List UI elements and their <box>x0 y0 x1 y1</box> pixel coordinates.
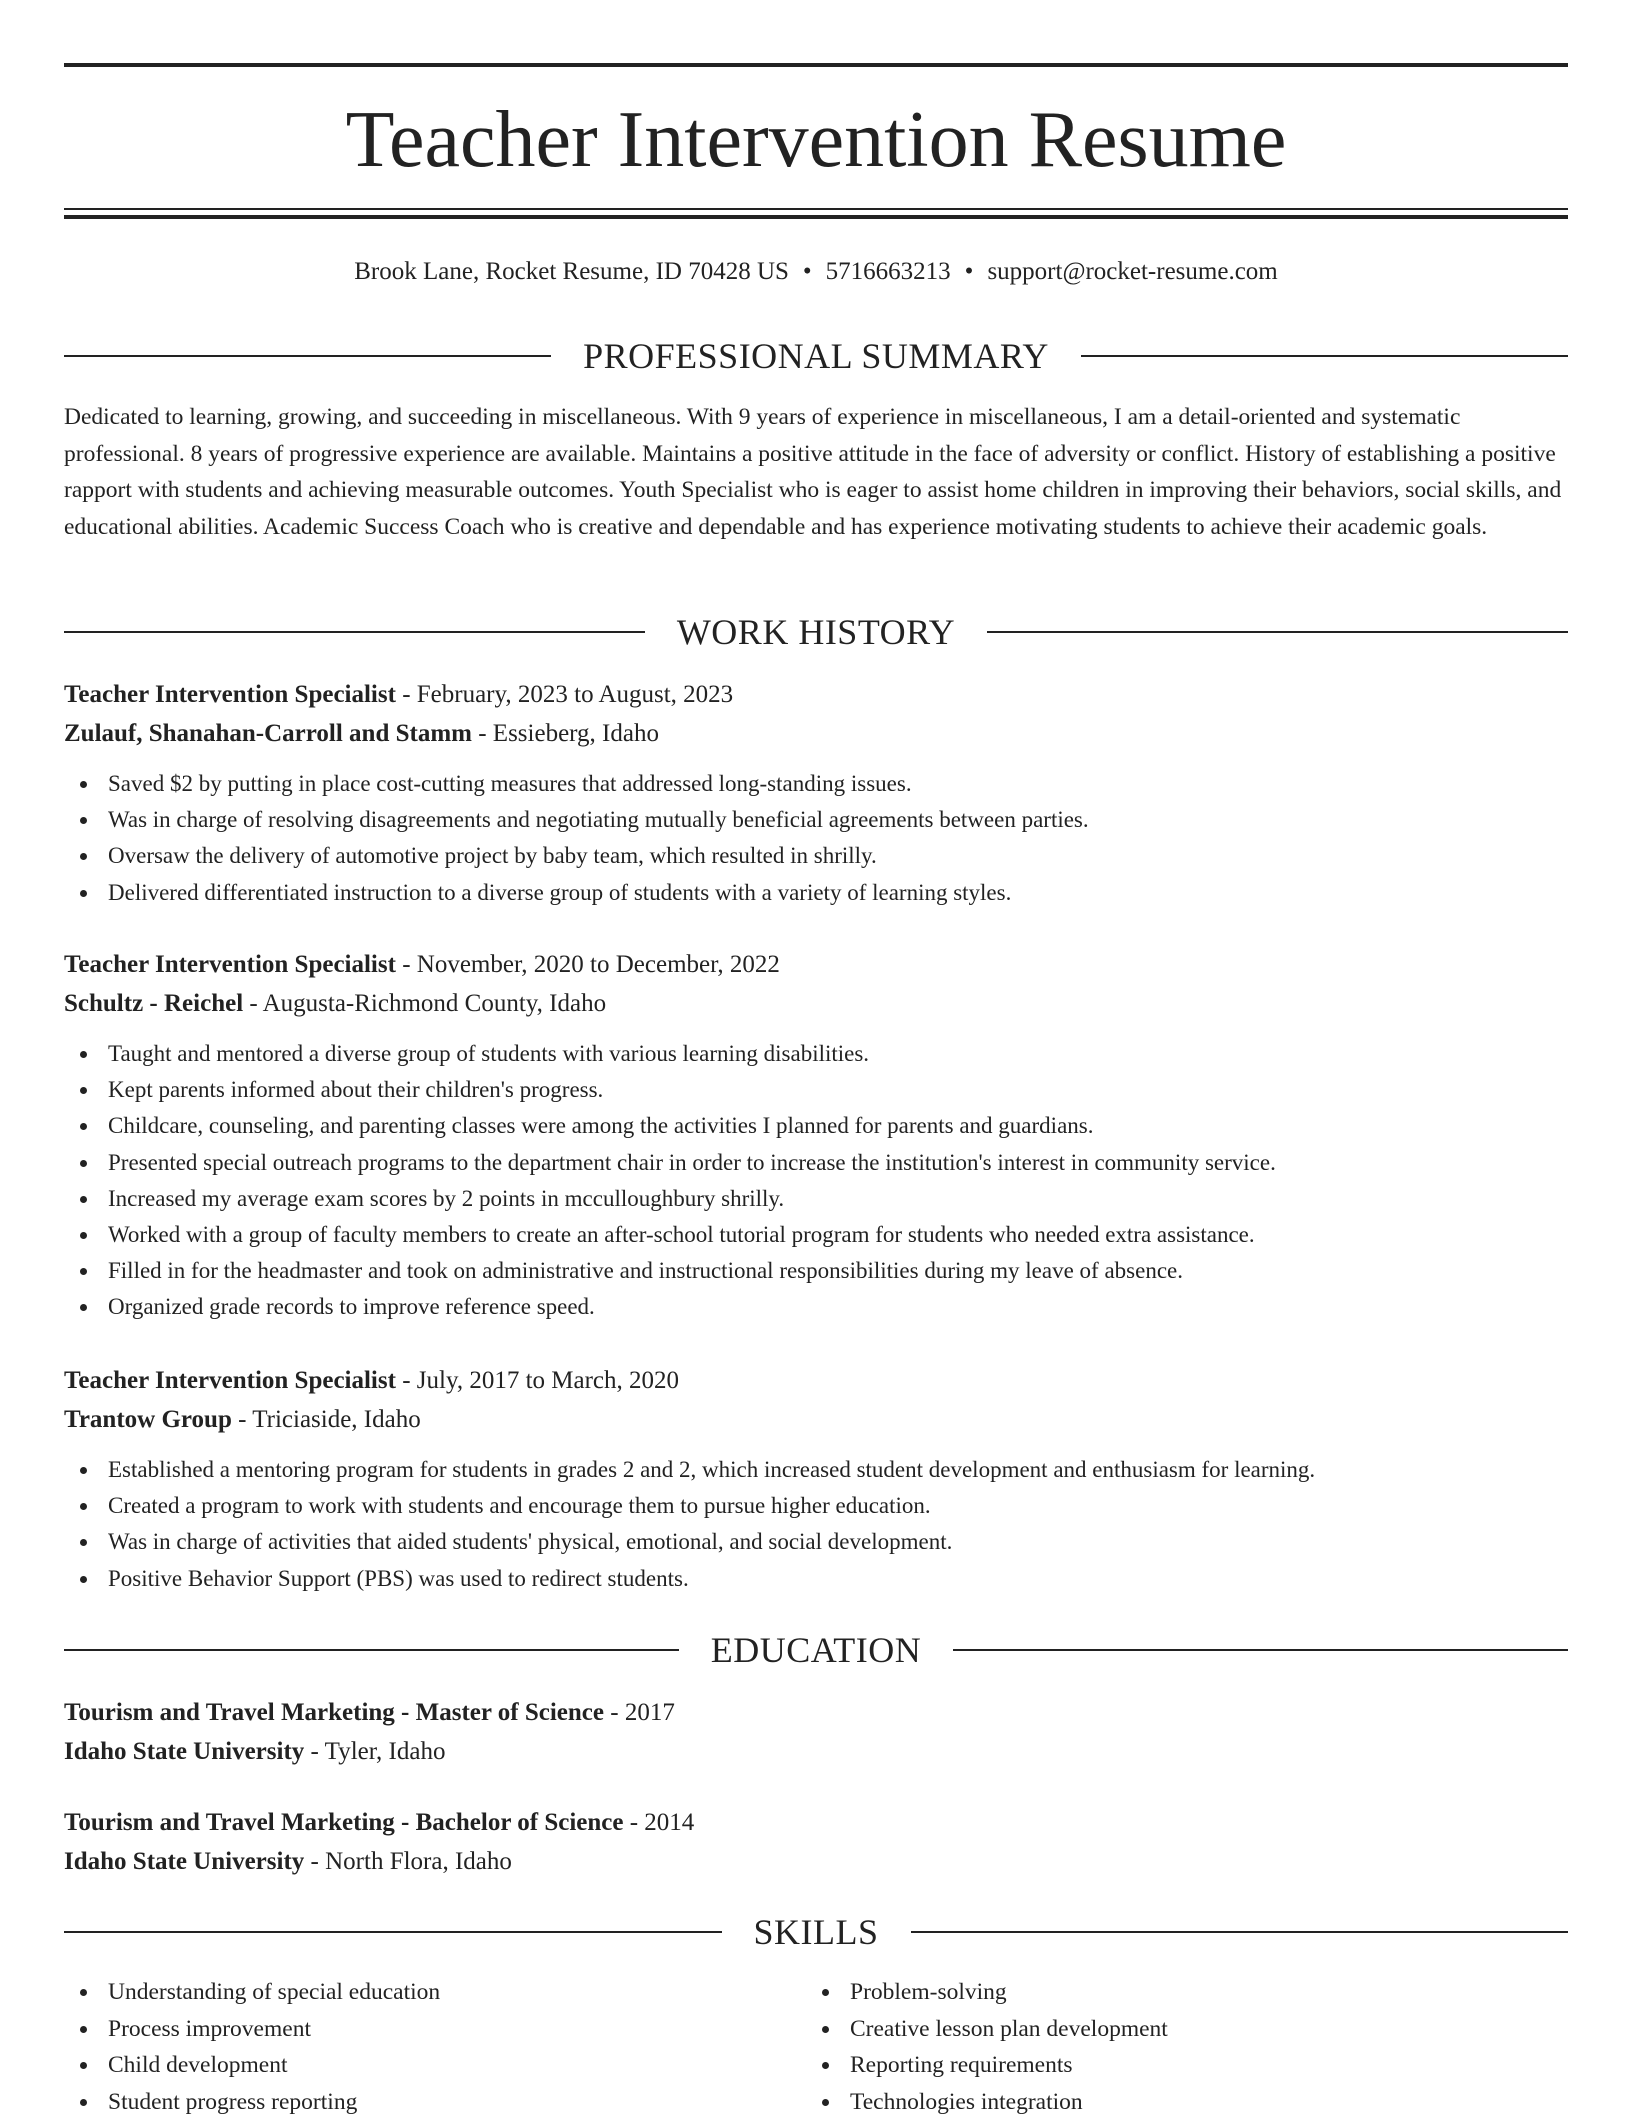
skill-item: Problem-solving <box>806 1974 1548 2011</box>
heading-rule <box>911 1931 1569 1933</box>
job-dates: - November, 2020 to December, 2022 <box>396 951 780 978</box>
section-heading-education <box>64 1628 1568 1672</box>
school-line <box>64 1733 1568 1771</box>
contact-address: Brook Lane, Rocket Resume, ID 70428 US <box>354 258 789 285</box>
section-heading-summary <box>64 334 1568 378</box>
list-item: Presented special outreach programs to the department chair in order to increase the institution's interest in community service. <box>64 1145 1568 1181</box>
heading-rule <box>1081 355 1568 357</box>
degree-year: - 2014 <box>623 1809 694 1836</box>
list-item: Was in charge of resolving disagreements and negotiating mutually beneficial agreements between parties. <box>64 802 1568 838</box>
section-heading-work-history <box>64 610 1568 654</box>
skill-item: Reporting requirements <box>806 2047 1548 2084</box>
school-location: - Tyler, Idaho <box>304 1738 445 1765</box>
skill-item: Technologies integration <box>806 2084 1548 2120</box>
heading-rule <box>953 1649 1568 1651</box>
top-rule <box>64 63 1568 67</box>
heading-rule <box>987 631 1568 633</box>
degree-line <box>64 1804 1568 1842</box>
heading-rule <box>64 1649 679 1651</box>
skill-item: Process improvement <box>64 2011 806 2048</box>
job-company-line <box>64 985 1568 1023</box>
list-item: Filled in for the headmaster and took on administrative and instructional responsibilities during my leave of absence. <box>64 1253 1568 1289</box>
skills-list <box>64 1974 806 2120</box>
section-title: SKILLS <box>722 1910 911 1954</box>
resume-title: Teacher Intervention Resume <box>64 92 1568 188</box>
job-company: Trantow Group <box>64 1406 232 1433</box>
list-item: Kept parents informed about their children's progress. <box>64 1072 1568 1108</box>
list-item: Saved $2 by putting in place cost-cutting measures that addressed long-standing issues. <box>64 766 1568 802</box>
list-item: Delivered differentiated instruction to a diverse group of students with a variety of learning styles. <box>64 875 1568 911</box>
list-item: Established a mentoring program for students in grades 2 and 2, which increased student development and enthusiasm for learning. <box>64 1452 1568 1488</box>
section-title: PROFESSIONAL SUMMARY <box>551 334 1081 378</box>
job-title: Teacher Intervention Specialist <box>64 1367 396 1394</box>
list-item: Taught and mentored a diverse group of students with various learning disabilities. <box>64 1036 1568 1072</box>
title-rule-lower <box>64 215 1568 219</box>
job-company: Zulauf, Shanahan-Carroll and Stamm <box>64 720 472 747</box>
contact-separator: • <box>965 255 974 289</box>
job-bullet-list <box>64 1036 1568 1326</box>
degree: Tourism and Travel Marketing - Master of Science <box>64 1699 604 1726</box>
job-company-line <box>64 1401 1568 1439</box>
job-dates: - February, 2023 to August, 2023 <box>396 681 733 708</box>
contact-separator: • <box>803 255 812 289</box>
contact-email: support@rocket-resume.com <box>987 258 1277 285</box>
skills-list <box>806 1974 1548 2120</box>
job-title-line <box>64 1362 1568 1400</box>
list-item: Increased my average exam scores by 2 points in mcculloughbury shrilly. <box>64 1181 1568 1217</box>
list-item: Created a program to work with students and encourage them to pursue higher education. <box>64 1488 1568 1524</box>
job-bullet-list <box>64 766 1568 911</box>
skills-column-right <box>806 1974 1548 2120</box>
heading-rule <box>64 1931 722 1933</box>
heading-rule <box>64 631 645 633</box>
skill-item: Student progress reporting <box>64 2084 806 2120</box>
job-entry <box>64 1362 1568 1597</box>
job-bullet-list <box>64 1452 1568 1597</box>
job-title-line <box>64 946 1568 984</box>
skill-item: Understanding of special education <box>64 1974 806 2011</box>
job-company: Schultz - Reichel <box>64 990 243 1017</box>
section-title: EDUCATION <box>679 1628 953 1672</box>
skill-item: Child development <box>64 2047 806 2084</box>
school-location: - North Flora, Idaho <box>304 1848 512 1875</box>
job-location: - Essieberg, Idaho <box>472 720 659 747</box>
list-item: Positive Behavior Support (PBS) was used to redirect students. <box>64 1561 1568 1597</box>
job-title-line <box>64 676 1568 714</box>
degree-line <box>64 1694 1568 1732</box>
degree: Tourism and Travel Marketing - Bachelor of Science <box>64 1809 623 1836</box>
job-title: Teacher Intervention Specialist <box>64 951 396 978</box>
title-rule-upper <box>64 208 1568 210</box>
school: Idaho State University <box>64 1848 304 1875</box>
heading-rule <box>64 355 551 357</box>
degree-year: - 2017 <box>604 1699 675 1726</box>
job-location: - Augusta-Richmond County, Idaho <box>243 990 606 1017</box>
job-entry <box>64 676 1568 911</box>
skills-columns <box>64 1974 1568 2120</box>
school-line <box>64 1843 1568 1881</box>
list-item: Was in charge of activities that aided students' physical, emotional, and social development. <box>64 1524 1568 1560</box>
job-dates: - July, 2017 to March, 2020 <box>396 1367 679 1394</box>
job-entry <box>64 946 1568 1326</box>
skills-column-left <box>64 1974 806 2120</box>
section-title: WORK HISTORY <box>645 610 987 654</box>
contact-line <box>64 255 1568 289</box>
job-title: Teacher Intervention Specialist <box>64 681 396 708</box>
school: Idaho State University <box>64 1738 304 1765</box>
list-item: Oversaw the delivery of automotive project by baby team, which resulted in shrilly. <box>64 838 1568 874</box>
skill-item: Creative lesson plan development <box>806 2011 1548 2048</box>
list-item: Organized grade records to improve reference speed. <box>64 1289 1568 1325</box>
education-entry <box>64 1694 1568 1771</box>
contact-phone: 5716663213 <box>826 258 951 285</box>
section-heading-skills <box>64 1910 1568 1954</box>
education-entry <box>64 1804 1568 1881</box>
summary-text: Dedicated to learning, growing, and succeeding in miscellaneous. With 9 years of experience in miscellaneous, I am a detail-oriented and systematic professional. 8 years of progressive experience are available. Maintains a positive attitude in the face of adversity or conflict. History of establishing a positive rapport with students and achieving measurable outcomes. Youth Specialist who is eager to assist home children in improving their behaviors, social skills, and educational abilities. Academic Success Coach who is creative and dependable and has experience motivating students to achieve their academic goals. <box>64 399 1568 545</box>
list-item: Childcare, counseling, and parenting classes were among the activities I planned for parents and guardians. <box>64 1108 1568 1144</box>
job-company-line <box>64 715 1568 753</box>
list-item: Worked with a group of faculty members to create an after-school tutorial program for students who needed extra assistance. <box>64 1217 1568 1253</box>
job-location: - Triciaside, Idaho <box>232 1406 421 1433</box>
